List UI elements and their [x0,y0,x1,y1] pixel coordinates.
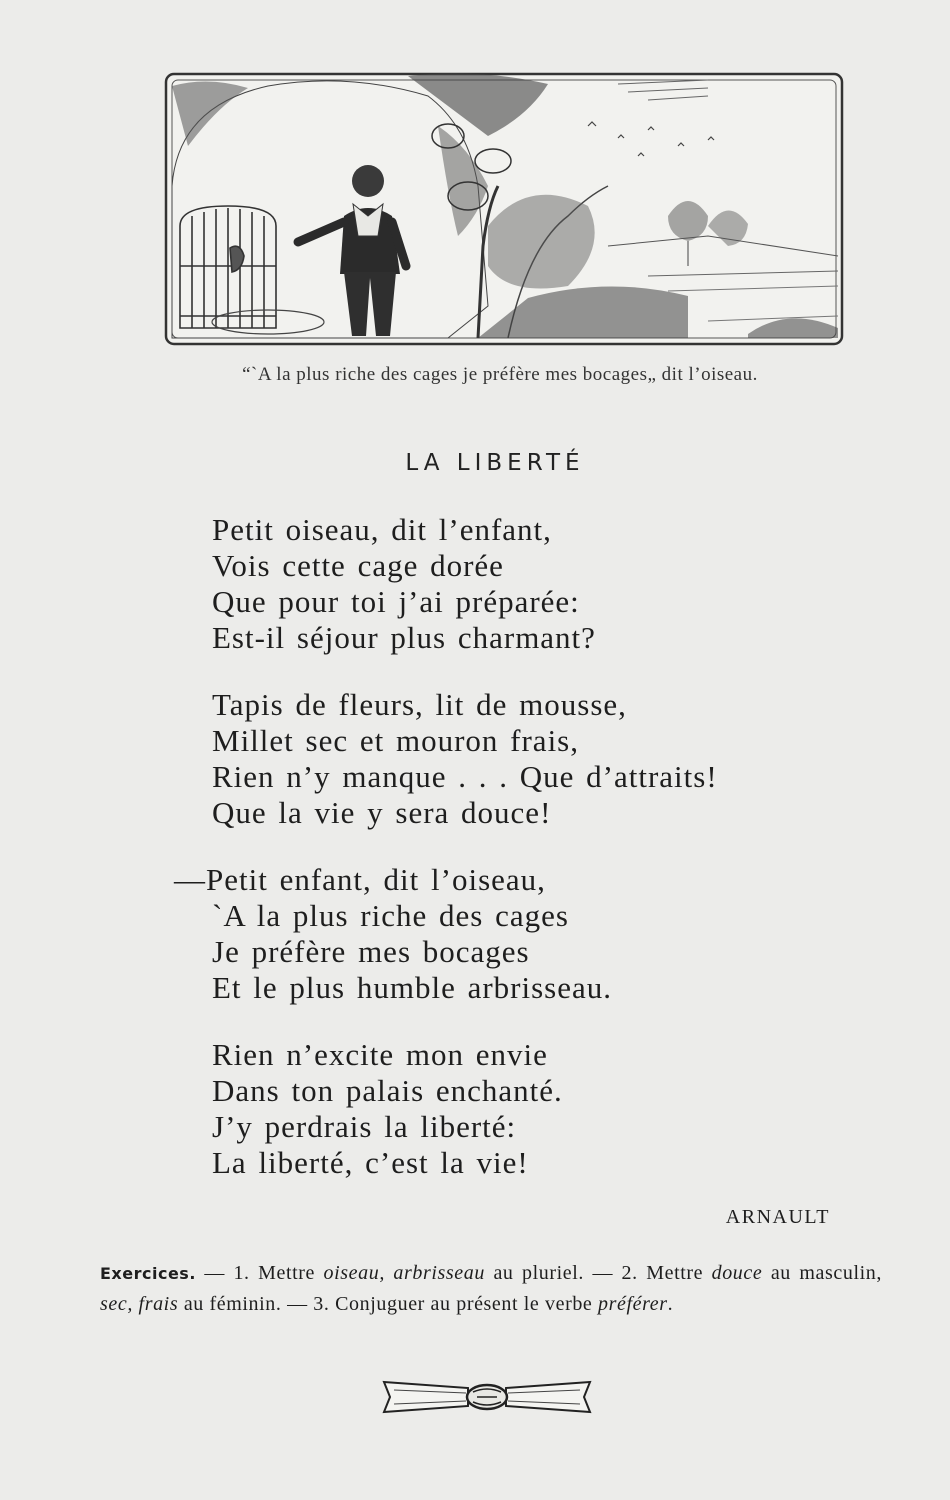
exercises-paragraph [100,1258,882,1319]
exercise-word: préférer [598,1293,668,1315]
exercise-word: sec, frais [100,1293,179,1315]
poem-line: La liberté, c’est la vie! [212,1145,529,1180]
stanza-3 [174,862,832,1006]
exercise-text: . [667,1293,674,1315]
illustration-caption: “`A la plus riche des cages je préfère mes bocages„ dit l’oiseau. [242,364,758,385]
illustration-svg [148,66,848,348]
poem-line: Rien n’excite mon envie [212,1037,548,1072]
poem-line: Vois cette cage dorée [212,548,504,583]
stanza-1 [212,512,832,656]
poem-line: Tapis de fleurs, lit de mousse, [212,687,627,722]
exercises-label: Exercices. [100,1264,196,1283]
exercise-text: au masculin, [762,1262,882,1284]
poem-title: LA LIBERTÉ [405,450,585,476]
stanza-4 [212,1037,832,1181]
stanza-2 [212,687,832,831]
author-name: ARNAULT [725,1206,830,1228]
poem-line: Que la vie y sera douce! [212,795,552,830]
exercise-word: douce [711,1262,763,1284]
exercise-word: oiseau, arbrisseau [323,1262,485,1284]
poem-line: J’y perdrais la liberté: [212,1109,517,1144]
exercise-text: au pluriel. — 2. Mettre [484,1262,712,1284]
exercise-text: au féminin. — 3. Conjuguer au présent le verbe [178,1293,599,1315]
ribbon-ornament-icon [380,1376,594,1418]
poem-line: Est-il séjour plus charmant? [212,620,596,655]
poem-line: Petit oiseau, dit l’enfant, [212,512,552,547]
poem-line: Je préfère mes bocages [212,934,530,969]
poem-line: Et le plus humble arbrisseau. [212,970,612,1005]
poem-line: Que pour toi j’ai préparée: [212,584,580,619]
exercise-text: — 1. Mettre [195,1262,324,1284]
poem-line: `A la plus riche des cages [212,898,569,933]
poem-line: Millet sec et mouron frais, [212,723,579,758]
poem-line: —Petit enfant, dit l’oiseau, [174,862,546,897]
poem-line: Rien n’y manque . . . Que d’attraits! [212,759,718,794]
poem-line: Dans ton palais enchanté. [212,1073,563,1108]
poem [174,512,832,1212]
engraving-boy-with-birdcage [148,66,848,348]
